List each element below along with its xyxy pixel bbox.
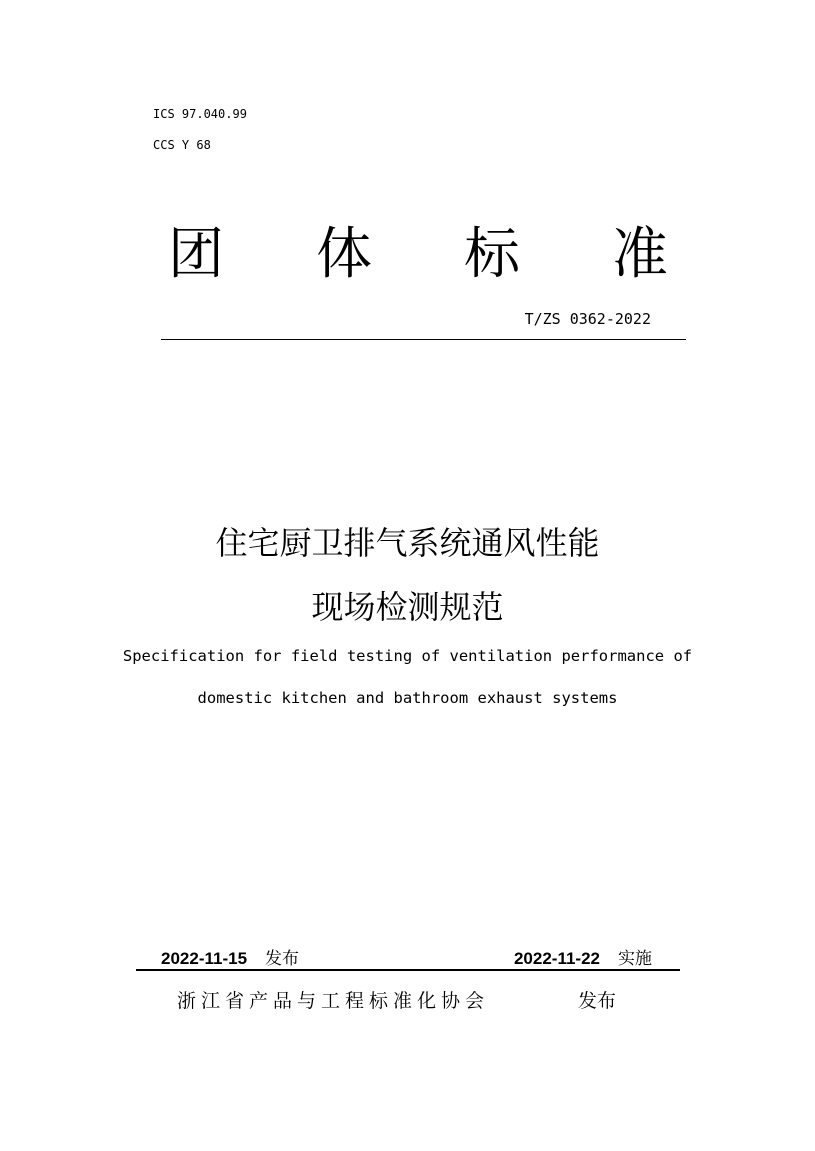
english-name-line-1: Specification for field testing of ventilation performance of — [122, 647, 693, 665]
publisher-name: 浙江省产品与工程标准化协会 — [177, 990, 490, 1012]
document-type-title — [168, 220, 668, 290]
publish-date-label: 发布 — [265, 949, 300, 969]
english-name-line-2: domestic kitchen and bathroom exhaust systems — [197, 689, 618, 707]
implement-date-label: 实施 — [618, 949, 652, 969]
publisher-publish-word: 发布 — [578, 990, 617, 1012]
ics-code: ICS 97.040.99 — [153, 107, 247, 121]
implement-date: 2022-11-22 — [513, 949, 600, 968]
publish-date: 2022-11-15 — [161, 949, 248, 968]
title-char-1: 团 — [168, 222, 224, 287]
standard-number: T/ZS 0362-2022 — [524, 310, 651, 328]
ccs-code: CCS Y 68 — [153, 138, 211, 152]
publish-date-block — [161, 944, 299, 969]
top-divider — [161, 339, 686, 340]
bottom-divider — [136, 969, 680, 971]
title-char-2: 体 — [316, 222, 372, 287]
chinese-name-line-1: 住宅厨卫排气系统通风性能 — [215, 524, 600, 562]
implement-date-block — [514, 944, 652, 969]
chinese-name-line-2: 现场检测规范 — [311, 588, 504, 626]
title-char-4: 准 — [612, 222, 668, 287]
title-char-3: 标 — [464, 222, 520, 287]
